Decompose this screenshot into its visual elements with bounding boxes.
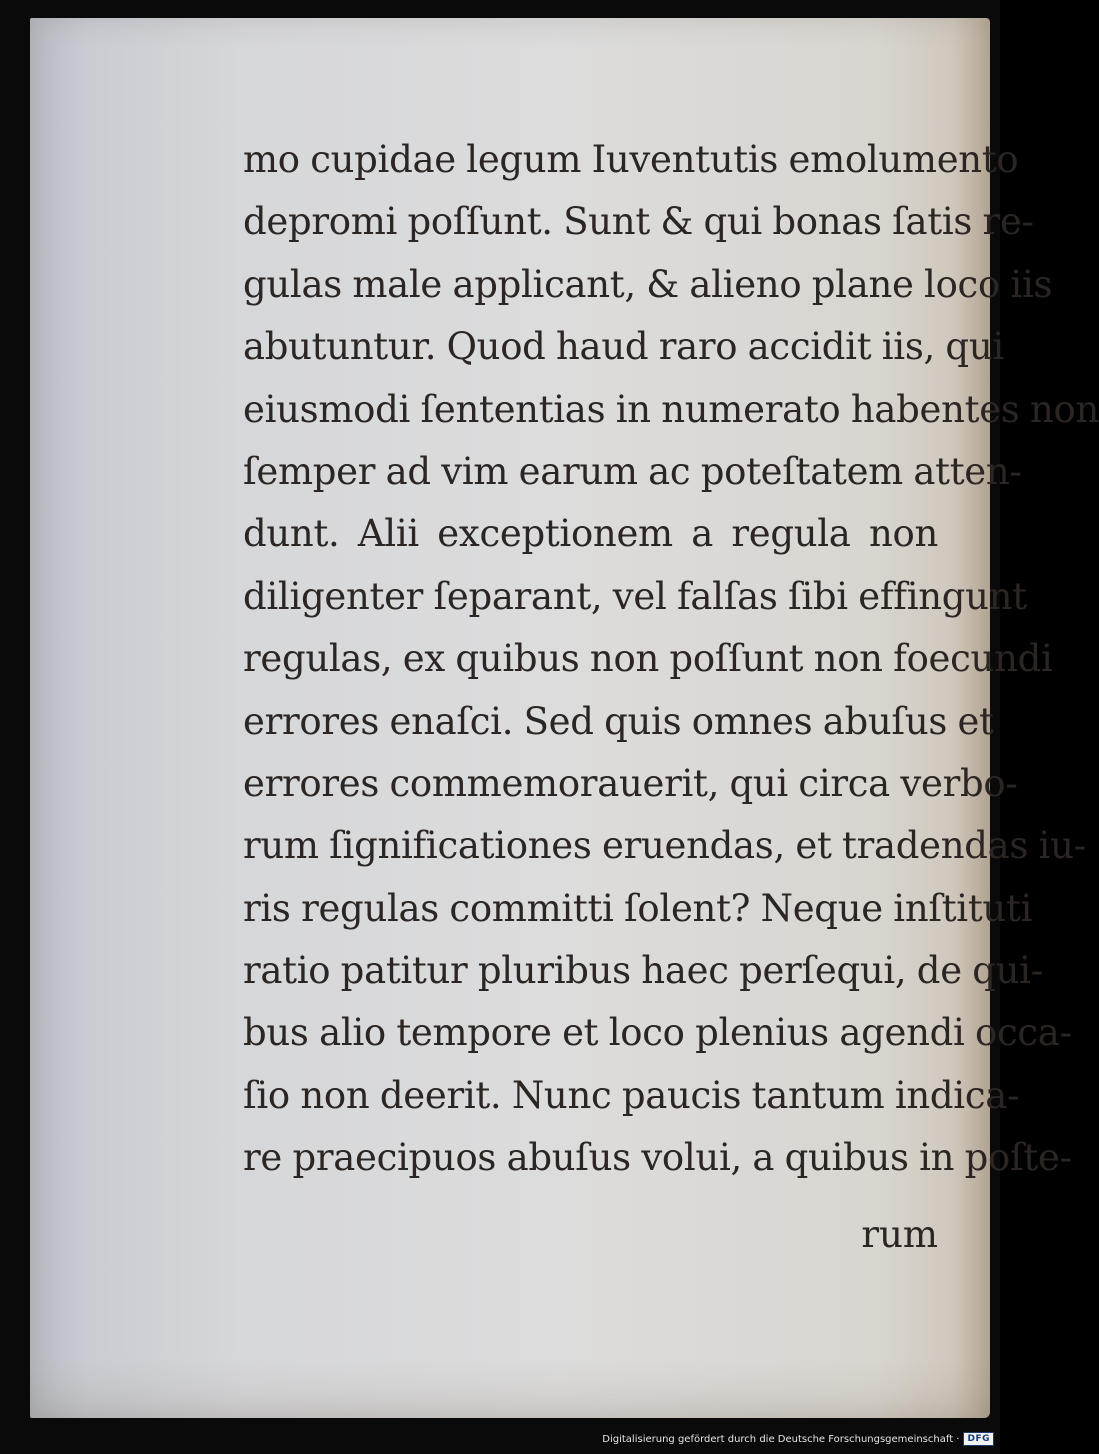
text-line: errores enaſci. Sed quis omnes abuſus et (243, 699, 994, 743)
text-line: ris regulas committi ſolent? Neque inſtituti (243, 886, 1033, 930)
text-line: errores commemorauerit, qui circa verbo- (243, 761, 1018, 805)
catchword: rum (861, 1213, 938, 1256)
text-line: depromi poſſunt. Sunt & qui bonas ſatis re- (243, 200, 1034, 244)
text-line: ratio patitur pluribus haec perſequi, de qui- (243, 949, 1043, 993)
text-line: eiusmodi ſententias in numerato habentes non (243, 387, 1099, 431)
text-line: bus alio tempore et loco plenius agendi occa- (243, 1011, 1072, 1055)
text-line: abutuntur. Quod haud raro accidit iis, qui (243, 325, 1004, 369)
text-line: ſemper ad vim earum ac poteſtatem atten- (243, 449, 1022, 493)
text-line: mo cupidae legum Iuventutis emolumento (243, 138, 1019, 181)
text-line: rum ſignificationes eruendas, et tradendas iu- (243, 824, 1086, 868)
dfg-logo-icon: DFG (963, 1432, 994, 1446)
text-line: gulas male applicant, & alieno plane loco iis (243, 262, 1053, 306)
digitization-footer (602, 1426, 994, 1452)
book-page (30, 18, 1099, 1418)
text-line: re praecipuos abuſus volui, a quibus in poſte- (243, 1136, 1072, 1180)
text-line: dunt. Alii exceptionem a regula non (243, 512, 938, 556)
text-line: ſio non deerit. Nunc paucis tantum indica- (243, 1073, 1020, 1117)
text-line: diligenter ſeparant, vel falſas ſibi effingunt (243, 574, 1027, 618)
funding-credit: Digitalisierung gefördert durch die Deutsche Forschungsgemeinschaft · (602, 1433, 960, 1445)
text-line: regulas, ex quibus non poſſunt non foecundi (243, 637, 1053, 681)
